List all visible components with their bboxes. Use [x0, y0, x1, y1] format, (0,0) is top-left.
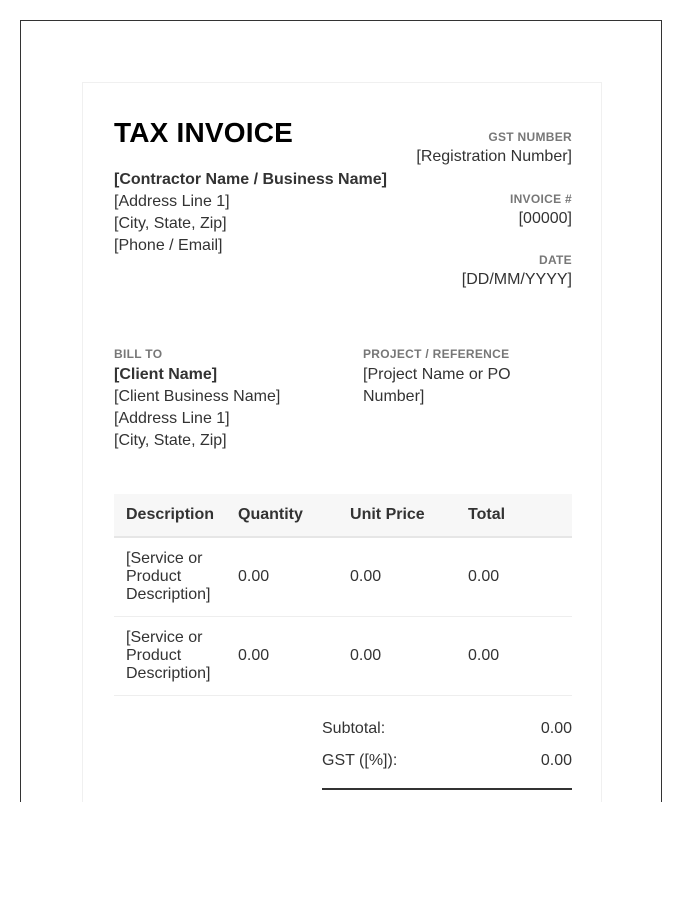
- row-unit-price: 0.00: [338, 537, 456, 616]
- client-business-name: [Client Business Name]: [114, 388, 281, 405]
- date-label: DATE: [539, 253, 572, 267]
- totals-section: [322, 720, 572, 790]
- business-contact: [Phone / Email]: [114, 237, 223, 254]
- subtotal-label: Subtotal:: [322, 720, 386, 737]
- gst-number-value: [Registration Number]: [416, 148, 572, 165]
- invoice-number-label: INVOICE #: [509, 192, 572, 206]
- business-info: [114, 169, 387, 257]
- subtotal-value: 0.00: [540, 720, 572, 737]
- business-name: [Contractor Name / Business Name]: [114, 171, 387, 188]
- date-value: [DD/MM/YYYY]: [461, 271, 572, 288]
- gst-value: 0.00: [540, 752, 572, 769]
- invoice-number-block: [510, 192, 572, 228]
- table-header-row: [114, 494, 572, 537]
- business-city: [City, State, Zip]: [114, 215, 227, 232]
- row-description: [Service or Product Description]: [114, 616, 226, 695]
- column-header-quantity: Quantity: [226, 494, 338, 537]
- invoice-title: TAX INVOICE: [114, 117, 294, 148]
- table-row: [114, 616, 572, 695]
- business-address: [Address Line 1]: [114, 193, 230, 210]
- column-header-description: Description: [114, 494, 226, 537]
- totals-divider: [322, 788, 572, 790]
- gst-label: GST ([%]):: [322, 752, 398, 769]
- bill-to-label: BILL TO: [114, 347, 163, 361]
- project-label: PROJECT / REFERENCE: [363, 347, 510, 361]
- client-name: [Client Name]: [114, 366, 218, 383]
- row-quantity: 0.00: [226, 537, 338, 616]
- gst-row: [322, 752, 572, 784]
- client-address: [Address Line 1]: [114, 410, 230, 427]
- row-total: 0.00: [456, 537, 572, 616]
- column-header-unit-price: Unit Price: [338, 494, 456, 537]
- row-description: [Service or Product Description]: [114, 537, 226, 616]
- invoice-number-value: [00000]: [518, 210, 572, 227]
- line-items-table: [114, 494, 572, 696]
- bill-to-section: [114, 347, 354, 452]
- client-city: [City, State, Zip]: [114, 432, 227, 449]
- project-section: [363, 347, 563, 408]
- table-row: [114, 537, 572, 616]
- gst-number-block: [416, 130, 572, 166]
- project-value: [Project Name or PO Number]: [363, 366, 511, 405]
- invoice-sheet: [82, 82, 602, 802]
- row-unit-price: 0.00: [338, 616, 456, 695]
- subtotal-row: [322, 720, 572, 752]
- row-quantity: 0.00: [226, 616, 338, 695]
- gst-number-label: GST NUMBER: [488, 130, 572, 144]
- page-frame: [20, 20, 662, 802]
- date-block: [462, 253, 572, 289]
- row-total: 0.00: [456, 616, 572, 695]
- column-header-total: Total: [456, 494, 572, 537]
